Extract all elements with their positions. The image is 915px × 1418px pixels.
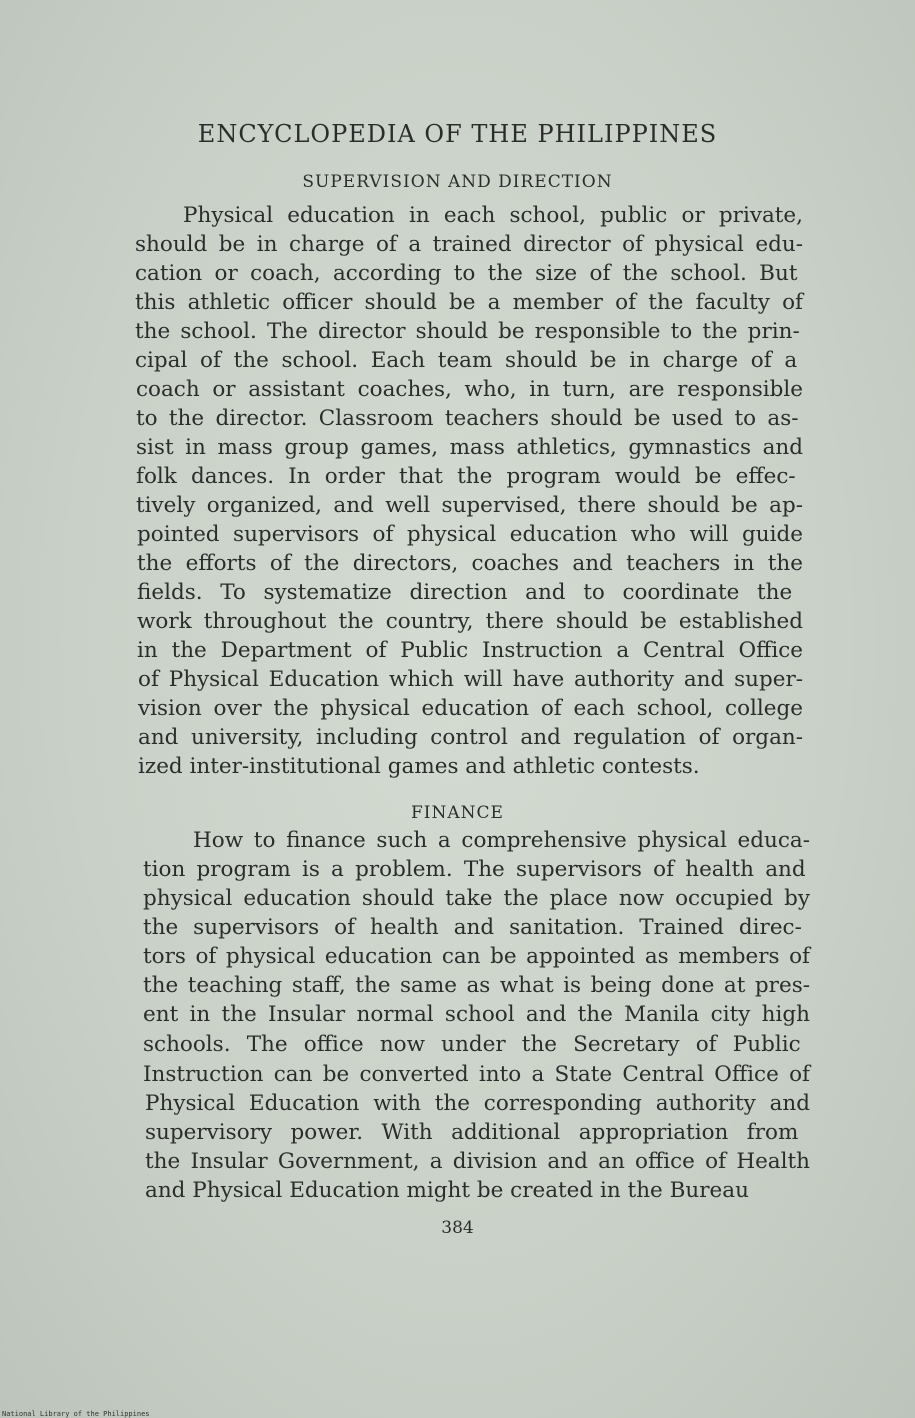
text-line: vision over the physical education of each school, college (138, 696, 803, 721)
text-line: tively organized, and well supervised, there should be ap- (136, 493, 803, 518)
text-line: coach or assistant coaches, who, in turn, are responsible (136, 377, 803, 402)
text-line: Instruction can be converted into a State Central Office of (143, 1062, 810, 1087)
text-line: cipal of the school. Each team should be in charge of a (135, 348, 798, 373)
text-line: tion program is a problem. The supervisors of health and (143, 857, 806, 882)
text-line: cation or coach, according to the size of the school. But (135, 261, 798, 286)
text-line: to the director. Classroom teachers should be used to as- (136, 406, 799, 431)
text-line: and university, including control and regulation of organ- (138, 725, 803, 750)
text-line: schools. The office now under the Secretary of Public (143, 1032, 801, 1057)
text-line: this athletic officer should be a member of the faculty of (135, 290, 803, 315)
page-number: 384 (441, 1218, 474, 1238)
text-line: work throughout the country, there should be established (137, 609, 803, 634)
text-line: fields. To systematize direction and to coordinate the (137, 580, 793, 605)
text-line: in the Department of Public Instruction a Central Office (137, 638, 803, 663)
running-head: ENCYCLOPEDIA OF THE PHILIPPINES (197, 120, 718, 148)
section-heading-supervision: SUPERVISION AND DIRECTION (302, 172, 613, 192)
text-line: tors of physical education can be appointed as members of (143, 944, 810, 969)
text-line: How to finance such a comprehensive physical educa- (193, 828, 810, 853)
text-line: should be in charge of a trained director of physical edu- (135, 232, 803, 257)
text-line: folk dances. In order that the program would be effec- (136, 464, 796, 489)
text-line: Physical Education with the corresponding authority and (145, 1091, 810, 1116)
text-line: sist in mass group games, mass athletics, gymnastics and (136, 435, 803, 460)
text-line: the school. The director should be responsible to the prin- (135, 319, 800, 344)
text-line: Physical education in each school, public or private, (183, 203, 803, 228)
text-line: ized inter-institutional games and athletic contests. (138, 754, 700, 779)
text-line: physical education should take the place now occupied by (143, 886, 810, 911)
section-heading-finance: FINANCE (411, 803, 504, 823)
text-line: ent in the Insular normal school and the Manila city high (143, 1002, 810, 1027)
text-line: of Physical Education which will have authority and super- (138, 667, 803, 692)
text-line: the efforts of the directors, coaches and teachers in the (137, 551, 803, 576)
text-line: the supervisors of health and sanitation. Trained direc- (143, 915, 802, 940)
library-credit: National Library of the Philippines (2, 1410, 150, 1418)
text-line: the teaching staff, the same as what is being done at pres- (143, 973, 810, 998)
text-line: supervisory power. With additional appropriation from (145, 1120, 799, 1145)
text-line: the Insular Government, a division and an office of Health (145, 1149, 810, 1174)
text-line: pointed supervisors of physical education who will guide (137, 522, 803, 547)
text-line: and Physical Education might be created in the Bureau (145, 1178, 749, 1203)
